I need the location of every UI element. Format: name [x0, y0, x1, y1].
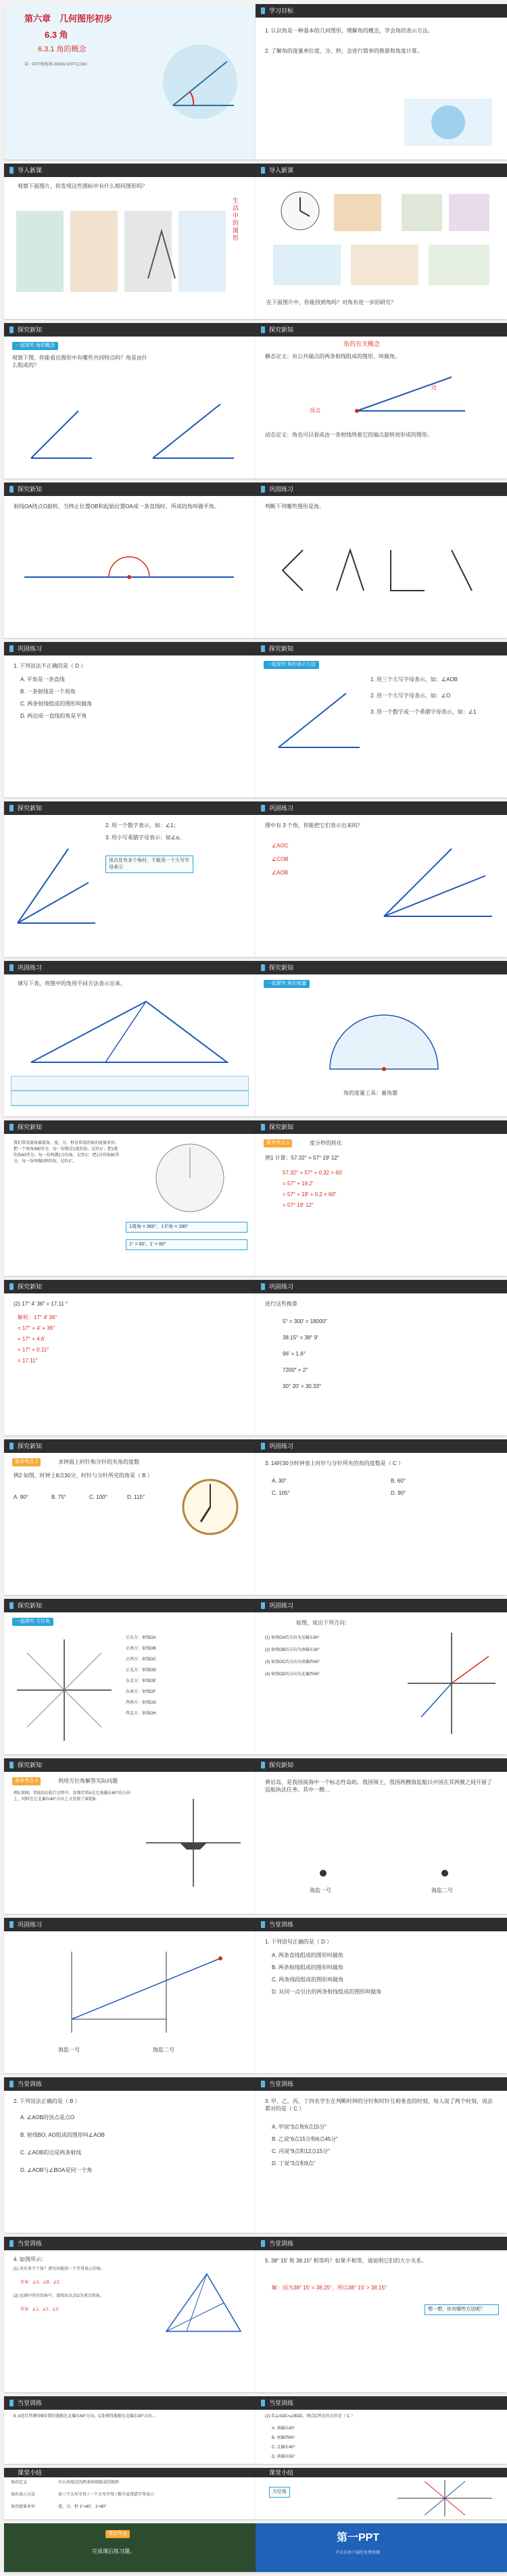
slide-header: [256, 1918, 507, 1931]
slide-header: [4, 801, 256, 815]
static-definition: 静态定义：有公共端点的两条射线组成的图形，叫做角。: [265, 353, 400, 360]
question: 1. 下列说法不正确的是（ D ）: [14, 663, 87, 669]
ship-1-label: 海监一号: [310, 1887, 331, 1893]
slide-title-text: 巩固练习: [269, 1602, 294, 1609]
slide-header: [4, 1758, 256, 1772]
section-title: 6.3 角: [45, 30, 68, 40]
ship-2-label: 海监二号: [431, 1887, 453, 1893]
slide-header: [4, 2468, 256, 2477]
answer-2: 答案：∠1、∠2、∠3: [20, 2308, 59, 2312]
angle-2: ∠COB: [272, 856, 289, 862]
question: 3. 14时30分时钟表上时针与分针所夹的角的度数是（ C ）: [265, 1460, 404, 1466]
dir-ne: 东北方：射线OE: [126, 1679, 156, 1683]
slide-clock-practice[interactable]: [256, 1439, 507, 1595]
story-text: 黄岩岛，是我国南海中一个标志性岛屿。我国领土，我国两艘海监船以中国在其两舰之间开展了巡航执法任务。其中一艘…: [265, 1779, 492, 1793]
solution-line-2: = 17° + 4′ + 36″: [18, 1325, 55, 1331]
slide-bearing[interactable]: [4, 1599, 256, 1754]
slide-header: [4, 1280, 256, 1293]
note-box: 顶点处有多个角时，不能用一个大写字母表示: [105, 856, 193, 873]
notation-diagram: [265, 680, 366, 761]
slide-header: [256, 2077, 507, 2091]
lesson-title: 6.3.1 角的概念: [38, 45, 87, 53]
slide-training-2[interactable]: [4, 2077, 256, 2233]
conv-2: 38.15° = 38° 9′: [283, 1335, 318, 1341]
explore-text: 射线OA绕点O旋转，当终止位置OB和起始位置OA成一条直线时，所成的角叫做平角。: [14, 503, 220, 510]
slide-title-text: 学习目标: [269, 7, 294, 14]
slide-header: [4, 1439, 256, 1453]
slide-title-text: 探究新知: [269, 326, 294, 333]
triangle-diagram: [24, 995, 234, 1069]
concept-heading: 角的有关概念: [343, 341, 381, 347]
slide-header: [4, 1120, 256, 1134]
solution-line-2: = 57° + 19.2′: [283, 1181, 314, 1187]
slide-header: [4, 2077, 256, 2091]
option-b: B. 75°: [51, 1494, 66, 1500]
slide-header: [4, 1918, 256, 1931]
dir-s: 正南方：射线OB: [126, 1647, 156, 1651]
option-d: D. 从同一点引出的两条射线组成的图形叫做角: [272, 1989, 382, 1995]
formula-2: 1° = 60′，1′ = 60″: [126, 1239, 247, 1250]
slide-header: [256, 642, 507, 655]
slide-title-text: 巩固练习: [269, 1283, 294, 1290]
compass-diagram: [14, 1633, 115, 1748]
slide-training-6[interactable]: [4, 2396, 256, 2464]
slide-title-text: 探究新知: [269, 645, 294, 652]
slide-header: [256, 482, 507, 496]
activity-badge: 一起探究 角的概念: [12, 342, 58, 350]
option-d: D. ∠AOB与∠BOA是同一个角: [20, 2167, 93, 2173]
dir-se: 东南方：射线OF: [126, 1690, 156, 1694]
site-label: 第一PPT模板网-WWW.1PPT.COM: [24, 63, 87, 67]
question: 例1 计算：57.32° = 57° 19′ 12″: [265, 1155, 339, 1161]
option-d: D. 南偏东50°: [272, 2455, 295, 2459]
row-key-3: 角的度量单位: [11, 2505, 36, 2509]
question: 1. 下列语句正确的是（ D ）: [265, 1939, 333, 1945]
homework-text: 完成课后练习题。: [92, 2548, 135, 2554]
slide-header: [256, 2237, 507, 2250]
question: 例2 如图，时钟上8点30分，时针与分针所夹的角是（ B ）: [14, 1472, 153, 1479]
solution-line-5: = 17.11°: [18, 1358, 38, 1364]
slide-title-text: 探究新知: [18, 486, 43, 493]
brand-slogan: 可以自由下载的免费资源: [335, 2551, 381, 2555]
formula-1: 1周角 = 360°，1平角 = 180°: [126, 1222, 247, 1233]
slide-header: [4, 2396, 256, 2410]
triangle-diagram: [160, 2264, 247, 2345]
slide-title-text: 探究新知: [18, 1124, 43, 1131]
slide-header: [256, 1599, 507, 1612]
conv-1: 5° = 300′ = 18000″: [283, 1318, 327, 1324]
option-a: A. ∠AOB的顶点是点O: [20, 2114, 75, 2121]
slide-header: [4, 482, 256, 496]
question: 2. 下列说法正确的是（ B ）: [14, 2098, 80, 2104]
option-c: C. 100°: [89, 1494, 107, 1500]
slide-practice-2[interactable]: [4, 642, 256, 797]
activity-badge: 一起探究 方位角: [12, 1618, 53, 1626]
bearing-badge: 方位角: [269, 2487, 290, 2498]
question: 进行这些换算: [265, 1301, 297, 1307]
slide-header: [256, 4, 507, 18]
question: 4. 如图所示：: [14, 2256, 47, 2262]
slide-header: [4, 1599, 256, 1612]
ship-points: [296, 1860, 472, 1887]
option-d: D. 90°: [391, 1490, 406, 1496]
activity-badge: 一起探究 角的度量: [264, 980, 310, 988]
slide-header: [256, 323, 507, 337]
slide-title-text: 导入新课: [18, 167, 43, 174]
vertex-label: 顶点: [310, 407, 320, 414]
slide-training-1[interactable]: [256, 1918, 507, 2073]
slide-header: [256, 1439, 507, 1453]
slide-title-text: 课堂小结: [269, 2469, 294, 2476]
objective-1: 1. 认识角是一种基本的几何图形，理解角的概念，学会角的表示方法。: [265, 28, 433, 34]
solution-line-4: = 57° 19′ 12″: [283, 1202, 314, 1208]
slide-title-text: 课堂小结: [18, 2469, 43, 2476]
slide-title-text: 巩固练习: [269, 1443, 294, 1450]
ship-diagram: [31, 1938, 234, 2039]
option-a: A. 南偏东40°: [272, 2427, 295, 2431]
option-d: D. 丁说“3点和9点”: [272, 2160, 316, 2166]
option-d: D. 115°: [127, 1494, 145, 1500]
slide-training-7[interactable]: [256, 2396, 507, 2464]
solution-line-4: = 17° + 0.11°: [18, 1347, 49, 1353]
side-label: 生活中的图形: [233, 197, 239, 241]
option-c: C. 两条射线组成的图形叫做角: [20, 701, 93, 707]
option-a: A. 两条直线组成的图形叫做角: [272, 1952, 343, 1958]
slide-intro-1[interactable]: [4, 164, 256, 319]
angle-diagram: [370, 835, 499, 937]
ship-1-label: 海监一号: [58, 2047, 80, 2053]
row-value-2: 用三个大写字母 / 一个大写字母 / 数字或希腊字母表示: [58, 2493, 155, 2497]
option-b: B. 射线BO, AO组成的图形叫∠AOB: [20, 2132, 105, 2138]
conv-5: 30° 20′ = 30.33°: [283, 1383, 322, 1389]
slide-header: [256, 2468, 507, 2477]
slide-units[interactable]: [4, 1120, 256, 1276]
slide-header: [256, 1280, 507, 1293]
dir-nw: 西北方：射线OH: [126, 1712, 157, 1716]
slide-training-4[interactable]: [4, 2237, 256, 2392]
slide-title-text: 当堂训练: [269, 2081, 294, 2087]
dir-sw: 西南方：射线OG: [126, 1701, 157, 1705]
question: (2) 若∠AOC=∠BOD，则点C所在的方位是（ C ）: [265, 2414, 356, 2419]
slide-header: [256, 801, 507, 815]
slide-practice-4[interactable]: [4, 961, 256, 1116]
option-b: B. 乙说“6点15分和6点45分”: [272, 2136, 338, 2142]
slide-title-text: 探究新知: [18, 1602, 43, 1609]
answer-1: 答案：∠A、∠B、∠C: [20, 2281, 60, 2285]
answer: 解：因为38° 15′ = 38.25°，所以38° 15′ > 38.15°: [272, 2285, 387, 2291]
solution-line-1: 57.32° = 57° + 0.32 × 60′: [283, 1170, 343, 1176]
compass-diagram: [404, 1626, 499, 1741]
slide-title-text: 巩固练习: [18, 964, 43, 971]
measure-tool: 角的度量工具：量角器: [343, 1090, 397, 1096]
option-b: B. 两条射线组成的图形叫做角: [272, 1964, 343, 1971]
option-b: B. 南偏西40°: [272, 2436, 295, 2440]
slide-title[interactable]: [4, 4, 256, 159]
slide-title-text: 巩固练习: [269, 805, 294, 812]
part-1: (1) 共有多少个角？请写出能用一个字母表示的角；: [14, 2267, 105, 2271]
slide-title-text: 探究新知: [18, 1762, 43, 1768]
intro-question: 观察下面图片，你发现这些图标中有什么相同图形吗？: [18, 183, 147, 189]
slide-title-text: 当堂训练: [269, 1921, 294, 1928]
option-a: A. 30°: [272, 1478, 287, 1484]
slide-homework[interactable]: [4, 2523, 256, 2572]
slide-title-text: 探究新知: [269, 1762, 294, 1768]
slide-title-text: 探究新知: [18, 326, 43, 333]
notation-line-2: 3. 用小写希腊字母表示：如∠α。: [105, 835, 185, 841]
slide-title-text: 当堂训练: [269, 2400, 294, 2406]
slide-summary[interactable]: [4, 2468, 256, 2519]
option-a: A. 甲说“3点和9点15分”: [272, 2124, 327, 2130]
question: 图中有 3 个角，你能把它们表示出来吗？: [265, 822, 363, 828]
protractor-photo: [139, 1141, 241, 1215]
units-text: 我们常用量角器量角。度、分、秒是常用的角的度量单位。把一个周角360等分，每一份就是1度的角，记作1°；把1度的角60等分，每一份叫做1分的角，记作1′；把1分的角60等分，每一份叫做1秒的角，记作1″。: [14, 1141, 120, 1164]
slide-header: [256, 1758, 507, 1772]
answer-2: (2) 射线OB的方向为南偏东30°: [265, 1648, 320, 1652]
slide-header: [4, 2237, 256, 2250]
slide-intro-2[interactable]: [256, 164, 507, 319]
slide-island[interactable]: [256, 1758, 507, 1914]
badge: 素养考点 2: [12, 1458, 41, 1466]
notation-2: 2. 用一个大写字母表示，如：∠O: [370, 693, 451, 699]
slide-practice-1[interactable]: [256, 482, 507, 638]
slide-example-2[interactable]: [4, 1280, 256, 1435]
slide-title-text: 巩固练习: [18, 645, 43, 652]
row-key-2: 角的表示方法: [11, 2493, 36, 2497]
slide-measure[interactable]: [256, 961, 507, 1116]
dir-w: 正西方：射线OC: [126, 1658, 157, 1662]
option-d: D. 两边成一直线的角是平角: [20, 713, 87, 719]
option-c: C. 105°: [272, 1490, 290, 1496]
slide-header: [4, 323, 256, 337]
slide-clock-example[interactable]: [4, 1439, 256, 1595]
chapter-title: 第六章 几何图形初步: [24, 14, 113, 24]
slide-title-text: 当堂训练: [18, 2081, 43, 2087]
slide-header: [4, 642, 256, 655]
practice-text: 判断下列哪些图形是角。: [265, 503, 324, 510]
side-label: 边: [431, 385, 437, 391]
slide-explore-1[interactable]: [4, 323, 256, 478]
slide-header: [256, 164, 507, 177]
title-illustration: [153, 31, 247, 132]
sub-title: 度分秒的转化: [310, 1140, 342, 1146]
question: 3. 甲、乙、丙、丁四名学生在判断时钟的分针和时针互相垂直的时刻，每人说了两个时刻，说法都对的是（ C ）: [265, 2098, 493, 2112]
slide-title-text: 巩固练习: [269, 486, 294, 493]
slide-header: [256, 2396, 507, 2410]
multi-angle-diagram: [11, 828, 99, 937]
slide-title-text: 当堂训练: [18, 2400, 43, 2406]
slide-title-text: 探究新知: [18, 1283, 43, 1290]
slide-bearing-practice[interactable]: [256, 1599, 507, 1754]
solution-line-3: = 17° + 4.6′: [18, 1336, 45, 1342]
slide-header: [256, 1120, 507, 1134]
badge: 素养考点 1: [264, 1139, 292, 1147]
slide-summary-2[interactable]: [256, 2468, 507, 2519]
option-c: C. 北偏东40°: [272, 2446, 295, 2450]
notation-line-1: 2. 用一个数字表示，如：∠1；: [105, 822, 179, 828]
ship-diagram: [139, 1792, 247, 1893]
angle-3: ∠AOB: [272, 870, 289, 876]
row-value-3: 度、分、秒 1°=60′，1′=60″: [58, 2505, 107, 2509]
part-2: (2) 在图中所有的角中，请找出以点O为顶点的角。: [14, 2294, 104, 2298]
slide-title-text: 导入新课: [269, 167, 294, 174]
notation-1: 1. 用三个大写字母表示，如：∠AOB: [370, 676, 458, 683]
slide-header: [4, 961, 256, 974]
option-c: C. 两条线段组成的图形叫做角: [272, 1977, 344, 1983]
answer-3: (3) 射线OC的方向为南偏西45°: [265, 1660, 320, 1664]
slide-title-text: 探究新知: [269, 1124, 294, 1131]
badge: 素养考点 3: [12, 1777, 41, 1785]
answer-table: [11, 1076, 249, 1110]
brand-logo: 第一PPT: [337, 2532, 380, 2544]
row-key-1: 角的定义: [11, 2481, 28, 2485]
objective-2: 2. 了解角的度量单位度、分、秒，会进行简单的换算和角度计算。: [265, 48, 422, 54]
question: 5. 38° 15′ 和 38.15° 相等吗？如果不相等，请说明它们的大小关系。: [265, 2258, 427, 2264]
question: (2) 17° 4′ 36″ = 17.11 °: [14, 1301, 68, 1307]
hint-bubble: 想一想，你有哪些方法呢？: [425, 2304, 499, 2315]
sub-title: 利用方位角解答实际问题: [58, 1778, 118, 1784]
homework-tab: 课后作业: [105, 2530, 130, 2538]
row-value-1: 有公共端点的两条射线组成的图形: [58, 2481, 120, 2485]
slide-title-text: 当堂训练: [269, 2240, 294, 2247]
solution-line-3: = 57° + 19′ + 0.2 × 60″: [283, 1191, 337, 1197]
clock-icon: [176, 1473, 244, 1541]
sub-title: 求钟面上时针和分针的夹角的度数: [58, 1459, 139, 1465]
slide-header: [256, 961, 507, 974]
question: 6. A处灯塔测得B位置的渔船在北偏东60°方向，C处测得渔船在北偏东30°方向…: [14, 2414, 156, 2419]
notation-3: 3. 用一个数字或一个希腊字母表示，如：∠1: [370, 709, 477, 715]
conv-3: 96′ = 1.6°: [283, 1351, 306, 1357]
slide-training-3[interactable]: [256, 2077, 507, 2233]
answer-4: (4) 射线OD的方向为北偏西45°: [265, 1673, 320, 1677]
dynamic-definition: 动态定义：角也可以看成由一条射线绕着它的端点旋转而形成的图形。: [265, 432, 433, 438]
answer-1: (1) 射线OA的方向为北偏东60°: [265, 1636, 320, 1640]
slide-title-text: 巩固练习: [18, 1921, 43, 1928]
slide-brand[interactable]: [256, 2523, 507, 2572]
intro-caption: 在下面图片中，你能找到角吗？对角有进一步的研究？: [266, 299, 396, 305]
slide-practice-5[interactable]: [256, 1280, 507, 1435]
protractor-icon: [316, 1001, 452, 1083]
dir-n: 正北方：射线OD: [126, 1668, 157, 1673]
dir-e: 正东方：射线OA: [126, 1636, 156, 1640]
slide-example-1[interactable]: [256, 1120, 507, 1276]
slide-explore-2[interactable]: [4, 482, 256, 638]
slide-title-text: 当堂训练: [18, 2240, 43, 2247]
slide-title-text: 探究新知: [18, 805, 43, 812]
objective-illustration: [397, 85, 499, 153]
straight-angle-diagram: [18, 537, 241, 604]
question: 填写下表，将图中的角用不同方法表示出来。: [18, 981, 126, 987]
angle-1: ∠AOC: [272, 843, 289, 849]
slide-training-5[interactable]: [256, 2237, 507, 2392]
slide-concepts[interactable]: [256, 323, 507, 478]
angle-examples: [18, 384, 241, 472]
option-a: A. 平角是一条直线: [20, 676, 65, 683]
ship-2-label: 海监二号: [153, 2047, 174, 2053]
slide-bearing-example[interactable]: [4, 1758, 256, 1914]
slide-explore-3[interactable]: [4, 801, 256, 957]
concept-diagram: [337, 370, 472, 424]
angle-shapes: [269, 530, 492, 597]
slide-island-practice[interactable]: [4, 1918, 256, 2073]
option-b: B. 一条射线是一个周角: [20, 689, 76, 695]
slide-notation[interactable]: [256, 642, 507, 797]
slide-title-text: 探究新知: [18, 1443, 43, 1450]
solution-line-1: 解析：17° 4′ 36″: [18, 1314, 57, 1320]
activity-text: 观察下图，你能看出图形中有哪些共同特点吗？角是由什么组成的？: [12, 355, 147, 368]
slide-objectives[interactable]: [256, 4, 507, 159]
slide-header: [4, 164, 256, 177]
compass-diagram: [391, 2479, 499, 2518]
option-c: C. 丙说“9点和12点15分”: [272, 2148, 330, 2154]
conv-4: 7200″ = 2°: [283, 1367, 308, 1373]
intro-pictures: [266, 184, 496, 292]
question: 例3 如图，货轮O在航行过程中，发现灯塔A在它南偏东60°的方向上，同时在它北偏东40°方向上又发现了客轮B。: [14, 1791, 130, 1802]
slide-title-text: 探究新知: [269, 964, 294, 971]
activity-badge: 一起探究 角的表示方法: [264, 661, 319, 669]
intro-pictures: [16, 204, 226, 312]
option-b: B. 60°: [391, 1478, 406, 1484]
option-a: A. 90°: [14, 1494, 28, 1500]
question: 如图，说出下列方向：: [296, 1620, 350, 1626]
slide-practice-3[interactable]: [256, 801, 507, 957]
option-c: C. ∠AOB的边是两条射线: [20, 2150, 82, 2156]
